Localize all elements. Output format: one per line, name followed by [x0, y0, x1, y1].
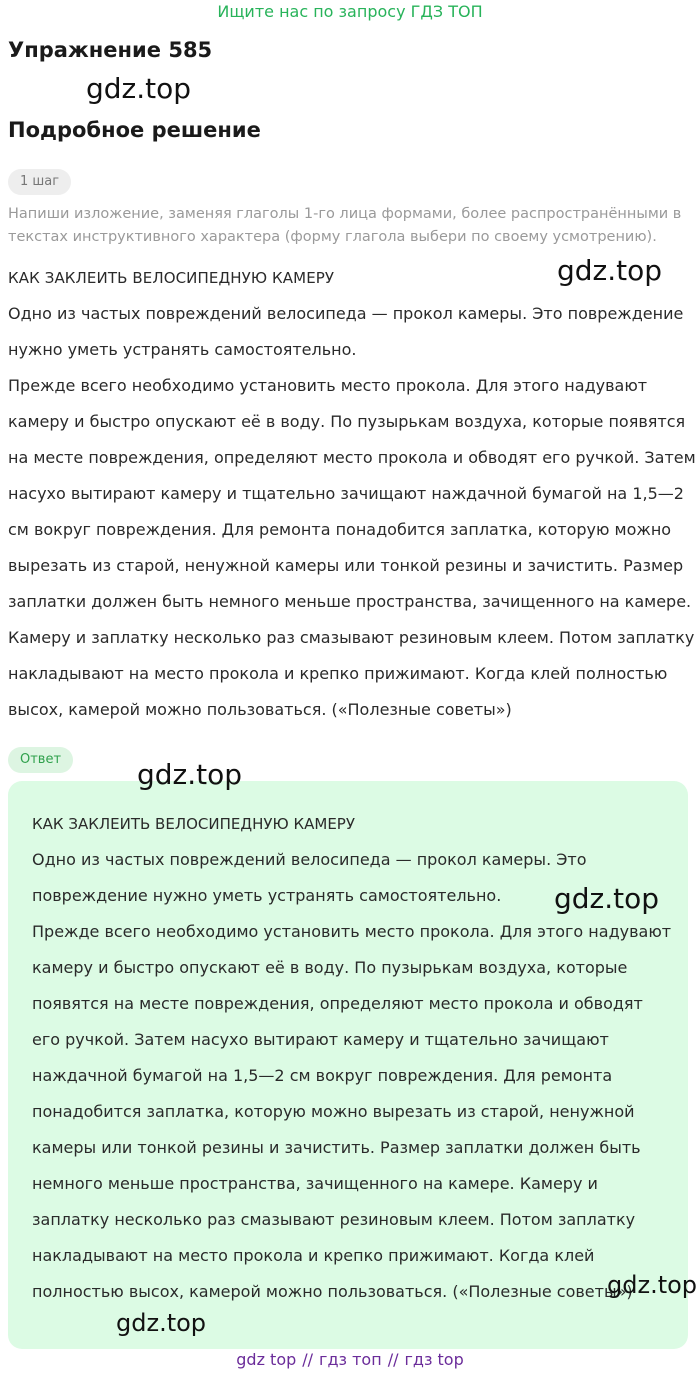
watermark: gdz.top [116, 1309, 207, 1337]
task-instruction: Напиши изложение, заменяя глаголы 1-го лица формами, более распространёнными в текстах инструктивного характера (форму глагола выбери по своему усмотрению). [8, 206, 682, 245]
story-paragraph: Одно из частых повреждений велосипеда — прокол камеры. Это повреждение нужно уметь устранять самостоятельно. [8, 304, 684, 359]
watermark: gdz.top [607, 1271, 698, 1299]
answer-badge: Ответ [8, 747, 73, 773]
step-badge: 1 шаг [8, 169, 71, 195]
answer-paragraph: Прежде всего необходимо установить место прокола. Для этого надувают камеру и быстро опускают её в воду. По пузырькам воздуха, которые появятся на месте повреждения, определяют место прокола и обводят его ручкой. Затем насухо вытирают камеру и тщательно зачищают наждачной бумагой на 1,5—2 см вокруг повреждения. Для ремонта понадобится заплатка, которую можно вырезать из старой, ненужной камеры или тонкой резины и зачистить. Размер заплатки должен быть немного меньше пространства, зачищенного на камере. Камеру и заплатку несколько раз смазывают резиновым клеем. Потом заплатку накладывают на место прокола и крепко прижимают. Когда клей полностью высох, камерой можно пользоваться. («Полезные советы») [32, 922, 672, 1301]
solution-text [8, 260, 698, 728]
solution-title: Подробное решение [8, 118, 261, 142]
story-paragraph: Прежде всего необходимо установить место прокола. Для этого надувают камеру и быстро опускают её в воду. По пузырькам воздуха, которые появятся на месте повреждения, определяют место прокола и обводят его ручкой. Затем насухо вытирают камеру и тщательно зачищают наждачной бумагой на 1,5—2 см вокруг повреждения. Для ремонта понадобится заплатка, которую можно вырезать из старой, ненужной камеры или тонкой резины и зачистить. Размер заплатки должен быть немного меньше пространства, зачищенного на камере. Камеру и заплатку несколько раз смазывают резиновым клеем. Потом заплатку накладывают на место прокола и крепко прижимают. Когда клей полностью высох, камерой можно пользоваться. («Полезные советы») [8, 376, 696, 719]
story-heading: КАК ЗАКЛЕИТЬ ВЕЛОСИПЕДНУЮ КАМЕРУ [8, 269, 335, 287]
watermark: gdz.top [137, 758, 243, 791]
answer-paragraph: Одно из частых повреждений велосипеда — прокол камеры. Это повреждение нужно уметь устранять самостоятельно. [32, 850, 587, 905]
footer-link[interactable]: гдз top [404, 1350, 464, 1369]
footer-links [0, 1349, 700, 1371]
exercise-title: Упражнение 585 [8, 38, 213, 62]
footer-separator: // [302, 1350, 314, 1369]
search-hint-banner[interactable]: Ищите нас по запросу ГДЗ ТОП [217, 2, 483, 21]
footer-separator: // [387, 1350, 399, 1369]
footer-link[interactable]: gdz top [236, 1350, 297, 1369]
answer-heading: КАК ЗАКЛЕИТЬ ВЕЛОСИПЕДНУЮ КАМЕРУ [32, 815, 355, 833]
watermark: gdz.top [86, 72, 192, 105]
watermark: gdz.top [554, 882, 660, 915]
watermark: gdz.top [557, 254, 663, 287]
footer-link[interactable]: гдз топ [319, 1350, 382, 1369]
